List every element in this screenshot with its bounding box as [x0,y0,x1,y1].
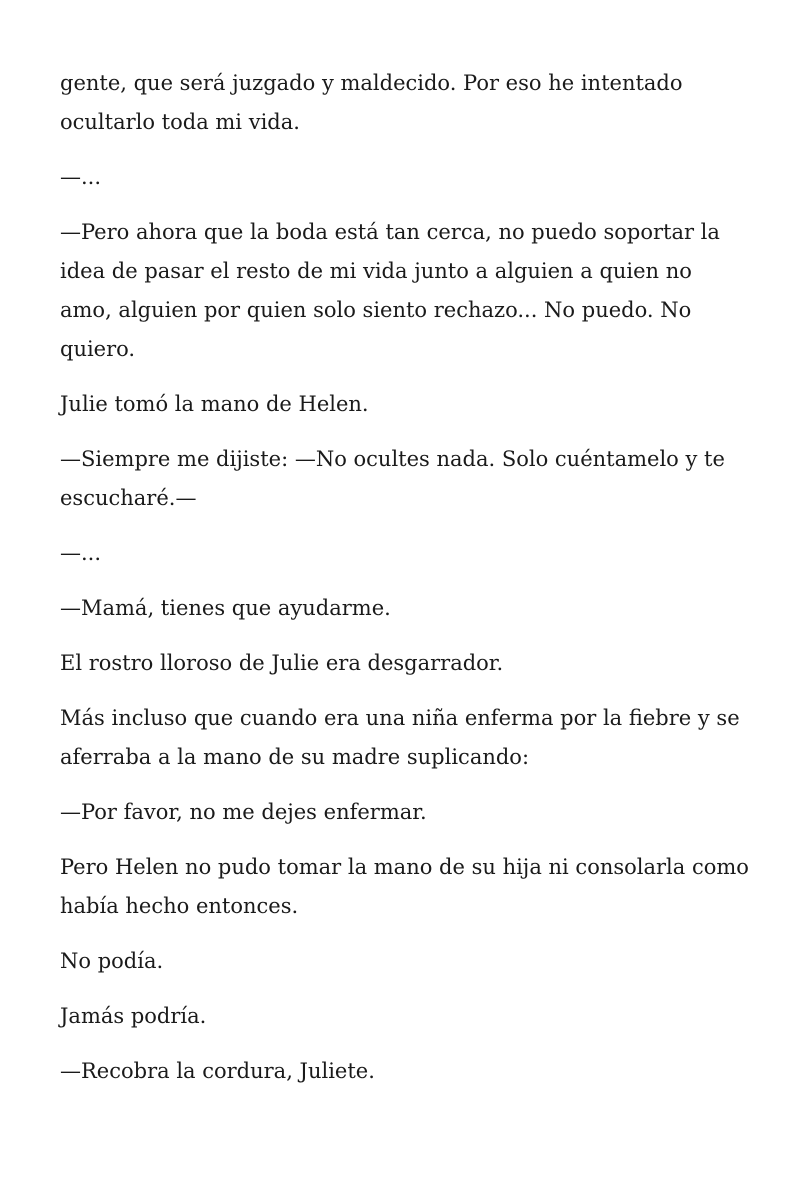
paragraph: —Siempre me dijiste: —No ocultes nada. Solo cuéntamelo y te escucharé.— [60,447,725,510]
paragraph: —... [60,541,102,565]
paragraph: —Pero ahora que la boda está tan cerca, no puedo soportar la idea de pasar el resto de mi vida junto a alguien a quien no amo, alguien por quien solo siento rechazo... No puedo. No quiero. [60,220,720,361]
paragraph: Pero Helen no pudo tomar la mano de su hija ni consolarla como había hecho entonces. [60,855,749,918]
paragraph: gente, que será juzgado y maldecido. Por eso he intentado ocultarlo toda mi vida. [60,71,683,134]
paragraph: —Mamá, tienes que ayudarme. [60,596,391,620]
paragraph: El rostro lloroso de Julie era desgarrador. [60,651,504,675]
paragraph: —Por favor, no me dejes enfermar. [60,800,427,824]
paragraph: No podía. [60,949,164,973]
paragraph: Jamás podría. [60,1004,207,1028]
paragraph: Julie tomó la mano de Helen. [60,392,369,416]
paragraph: —Recobra la cordura, Juliete. [60,1059,375,1083]
reader-page [60,64,750,1107]
paragraph: —... [60,165,102,189]
paragraph: Más incluso que cuando era una niña enferma por la fiebre y se aferraba a la mano de su madre suplicando: [60,706,740,769]
